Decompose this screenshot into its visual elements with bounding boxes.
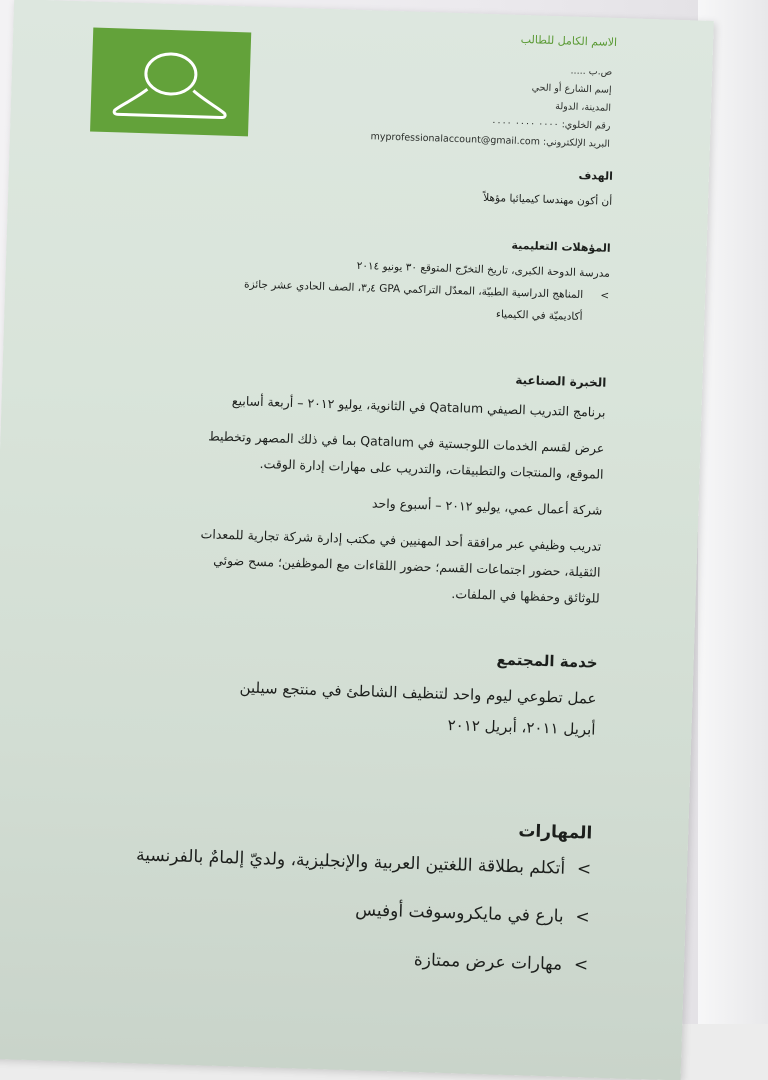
experience-heading: الخبرة الصناعية xyxy=(515,372,607,390)
experience-description-1 xyxy=(43,418,604,488)
objective-section xyxy=(52,152,613,213)
skill-text: أتكلم بطلاقة اللغتين العربية والإنجليزية، ولديّ إلمامٌ بالفرنسية xyxy=(135,845,566,879)
education-school: مدرسة الدوحة الكبرى، تاريخ التخرّج المتوقع ٣٠ يونيو ٢٠١٤ xyxy=(356,259,611,280)
experience-entry-1: برنامج التدريب الصيفي Qatalum في الثانوية، يوليو ٢٠١٢ – أربعة أسابيع xyxy=(231,393,606,420)
community-line2: أبريل ٢٠١١، أبريل ٢٠١٢ xyxy=(447,715,596,739)
skill-item-office xyxy=(30,888,590,930)
mobile-number: رقم الخلوي: ٠٠٠٠ ٠٠٠٠ ٠٠٠٠ xyxy=(491,117,611,132)
experience-entry-2: شركة أعمال عمي، يوليو ٢٠١٢ – أسبوع واحد xyxy=(371,495,603,518)
bullet-marker: > xyxy=(600,289,610,302)
experience-description-1-line1: عرض لقسم الخدمات اللوجستية في Qatalum بما في ذلك المصهر وتخطيط xyxy=(207,428,605,456)
community-heading: خدمة المجتمع xyxy=(496,650,598,672)
objective-text: أن أكون مهندسا كيميائيا مؤهلاً xyxy=(483,191,613,208)
student-full-name: الاسم الكامل للطالب xyxy=(520,32,618,49)
objective-heading: الهدف xyxy=(578,168,614,183)
bullet-marker: > xyxy=(576,859,592,880)
profile-photo-placeholder xyxy=(90,28,251,137)
skill-item-presentation xyxy=(28,936,588,978)
community-section xyxy=(35,636,598,746)
contact-block xyxy=(280,53,613,153)
experience-description-2 xyxy=(39,516,601,612)
education-bullet-line2: أكاديميّة في الكيمياء xyxy=(495,308,583,324)
experience-description-2-line1: تدريب وظيفي عبر مرافقة أحد المهنيين في مكتب إدارة شركة تجارية للمعدات xyxy=(200,526,602,554)
email-address: myprofessionalaccount@gmail.com xyxy=(370,131,541,148)
skill-item-languages xyxy=(31,840,591,882)
skill-text: مهارات عرض ممتازة xyxy=(413,950,563,975)
experience-description-2-line3: للوثائق وحفظها في الملفات. xyxy=(451,586,600,606)
experience-section xyxy=(39,358,606,621)
street-address: إسم الشارع أو الحي xyxy=(531,82,612,96)
experience-description-2-line2: الثقيلة، حضور اجتماعات القسم؛ حضور اللقاءات مع الموظفين؛ مسح ضوئي xyxy=(213,552,601,580)
experience-description-1-line2: الموقع، والمنتجات والتطبيقات، والتدريب على مهارات إدارة الوقت. xyxy=(259,455,604,482)
education-bullet-line1: المناهج الدراسية الطبيّة، المعدّل التراكمي GPA ٣٫٤، الصف الحادي عشر جائزة xyxy=(243,278,584,302)
user-avatar-icon xyxy=(90,28,251,137)
education-heading: المؤهلات التعليمية xyxy=(511,238,611,255)
po-box: ص.ب ..... xyxy=(570,65,613,78)
skill-text: بارع في مايكروسوفت أوفيس xyxy=(354,900,564,927)
skills-section xyxy=(27,806,592,1002)
city-country: المدينة، الدولة xyxy=(555,101,612,114)
bullet-marker: > xyxy=(573,955,589,976)
community-line1: عمل تطوعي ليوم واحد لتنظيف الشاطئ في منتجع سيلين xyxy=(239,678,597,708)
skills-heading: المهارات xyxy=(518,821,593,844)
bullet-marker: > xyxy=(575,907,590,928)
email-label: البريد الإلكتروني: xyxy=(542,136,611,150)
education-section xyxy=(48,224,610,329)
